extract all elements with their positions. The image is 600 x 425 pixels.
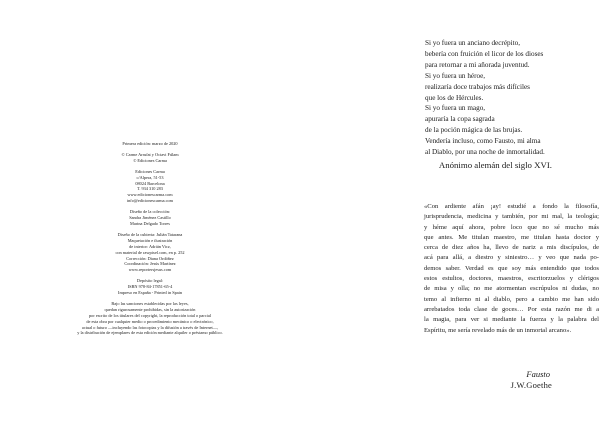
quote-line: la magia, para ver si mediante la fuerza y la palabra del [424,316,599,324]
credit-line: www.reportersjesus.com [128,267,172,273]
credit-line: Diseño de la cubierta: Julián Tatarana [117,231,183,237]
quote-line: acá para allá, a diestro y siniestro… y veo que nada po- [424,254,599,262]
design-credits-block [28,232,272,273]
publisher-block [28,169,272,204]
credit-line: de interior: Adrián Vicz, [129,243,171,249]
poem-line: bebería con fruición el licor de los dioses [425,49,544,58]
publisher-line: Ediciones Carma [135,168,165,174]
poem-line: de la poción mágica de las brujas. [425,126,523,135]
quote-line: de misa y olla; no me atormentan escrúpulos ni dudas, no [424,285,599,293]
quote-line: que antes. Me titulan maestro, me titulan hasta doctor y [424,233,599,241]
quote-line: y héme aquí ahora, pobre loco que no sé mucho más [424,223,599,231]
quote-line: temo al infierno ni al diablo, pero a cambio me han sido [424,295,599,303]
poem-epigraph [425,38,595,158]
publisher-line: www.edicionescarma.com [127,192,173,198]
rights-line: de esta obra por cualquier medio o procedimiento mecánico o electrónico, [86,318,214,324]
rights-line: actual o futuro —incluyendo las fotocopias y la difusión a través de Internet—, [81,324,219,330]
collection-line: Diseño de la colección: [129,209,171,215]
quote-line: jurisprudencia, medicina y también, por mi mal, la teología; [424,213,599,221]
rights-line: por escrito de los titulares del copyright, la reproducción total o parcial [89,312,211,318]
edition-block [28,141,272,147]
credits-block [28,141,272,341]
rights-line: quedan rigurosamente prohibidas, sin la autorización [104,306,196,312]
poem-line: para retornar a mi añorada juventud. [425,60,530,69]
credit-line: Corrección: Diana Ordóñez [126,255,174,261]
copyright-line: © Ediciones Carma [133,157,167,163]
edition-line: Primera edición: marzo de 2020 [122,141,178,146]
quote-author: J.W.Goethe [510,380,552,390]
faust-quote [424,202,599,336]
legal-line: ISBN 978-84-17851-65-4 [127,284,173,290]
legal-line: Impreso en España - Printed in Spain [118,290,182,296]
poem-line: apuraría la copa sagrada [425,115,495,124]
quote-line: «Con ardiente afán ¡ay! estudié a fondo la filosofía, [424,203,599,210]
quote-line: cerca de diez años ha, llevo de nariz a mis discípulos, de [424,244,599,252]
poem-line: Si yo fuera un mago, [425,104,486,113]
publisher-line: c/Alpera, 51-53 [136,174,164,180]
credit-line: Maquetación e ilustración [127,237,173,243]
poem-line: al Diablo, por una noche de inmortalidad. [425,148,545,157]
rights-line: Bajo las sanciones establecidas por las leyes, [111,300,189,306]
poem-attribution: Anónimo alemán del siglo XVI. [438,160,552,170]
poem-line: que los de Hércules. [425,93,484,102]
collection-block [28,209,272,227]
quote-line: estos estultos, doctores, maestros, escritorzuelos y clérigos [424,275,599,283]
copyright-line: © Carme Arrufat y Octavi Fúlam [121,151,179,157]
legal-line: Depósito legal: [136,278,164,284]
publisher-line: T. 934 310 283 [137,186,163,192]
collection-line: Sandra Jiménez Castillo [129,215,171,221]
rights-block [28,301,272,336]
quote-line: demos saber. Verdad es que soy más entendido que todos [424,264,599,272]
credit-line: con material de rawpixel.com, en p. 252 [115,249,185,255]
quote-line: arrebatados toda clase de goces… Por esta razón me di a [424,305,599,313]
publisher-line: 08024 Barcelona [135,180,165,186]
quote-line: Espíritu, me sería revelado más de un inmortal arcano». [424,326,572,334]
poem-line: Si yo fuera un héroe, [425,71,486,80]
quote-source-title: Fausto [526,369,550,379]
legal-block [28,278,272,296]
poem-line: Si yo fuera un anciano decrépito, [425,39,520,47]
poem-line: realizaría doce trabajos más difíciles [425,82,530,91]
publisher-line: info@edicionescarma.com [126,198,174,204]
credit-line: Coordinación: Jesús Martínez [124,261,176,267]
poem-line: Vendería incluso, como Fausto, mi alma [425,137,541,146]
epigraph-page [300,0,600,425]
copyright-block [28,152,272,164]
rights-line: y la distribución de ejemplares de esta edición mediante alquiler o préstamo público. [77,330,223,336]
collection-line: Marina Delgado Torres [130,220,170,226]
